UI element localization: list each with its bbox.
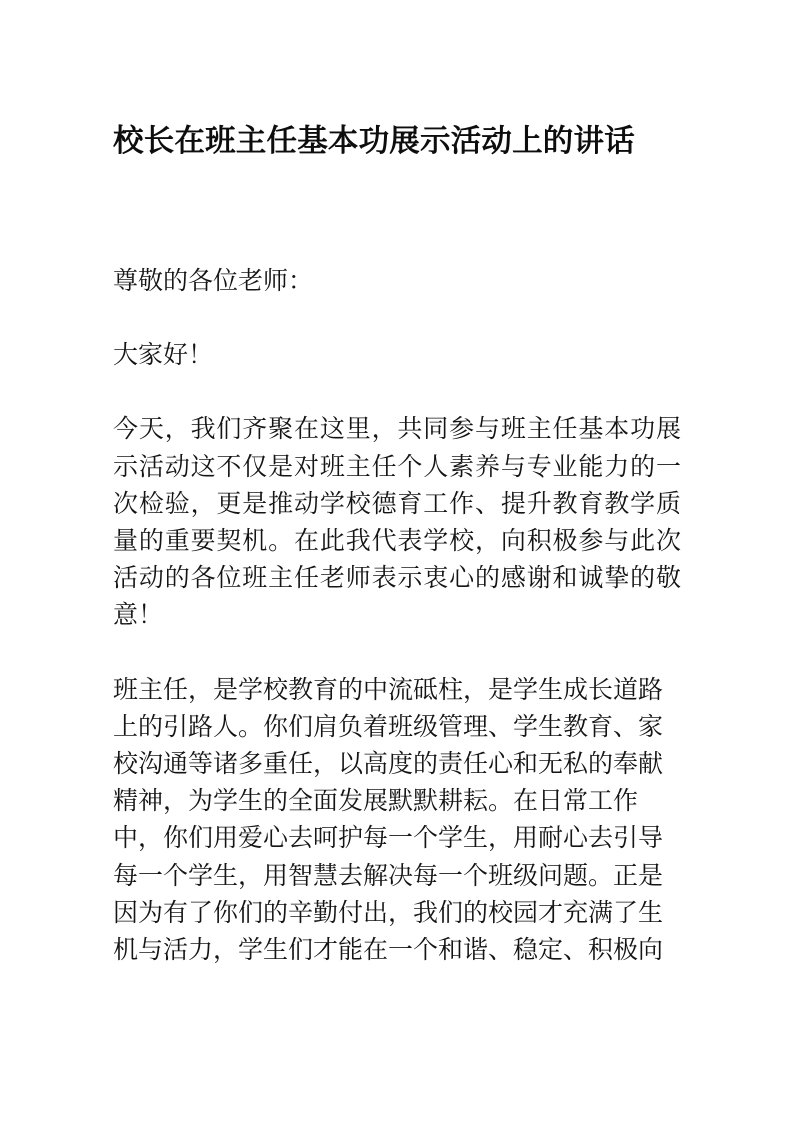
document-content bbox=[113, 0, 681, 969]
document-body bbox=[113, 160, 681, 969]
paragraph-opening: 今天，我们齐聚在这里，共同参与班主任基本功展示活动这不仅是对班主任个人素养与专业能力的一次检验，更是推动学校德育工作、提升教育教学质量的重要契机。在此我代表学校，向积极参与此次活动的各位班主任老师表示衷心的感谢和诚挚的敬意！ bbox=[113, 415, 681, 630]
paragraph-salutation: 尊敬的各位老师： bbox=[113, 267, 314, 295]
page-title: 校长在班主任基本功展示活动上的讲话 bbox=[113, 124, 635, 158]
paragraph-role-of-teachers: 班主任，是学校教育的中流砥柱，是学生成长道路上的引路人。你们肩负着班级管理、学生教育、家校沟通等诸多重任，以高度的责任心和无私的奉献精神，为学生的全面发展默默耕耘。在日常工作中，你们用爱心去呵护每一个学生，用耐心去引导每一个学生，用智慧去解决每一个班级问题。正是因为有了你们的辛勤付出，我们的校园才充满了生机与活力，学生们才能在一个和谐、稳定、积极向 bbox=[113, 675, 664, 965]
paragraph-greeting: 大家好！ bbox=[113, 341, 214, 370]
